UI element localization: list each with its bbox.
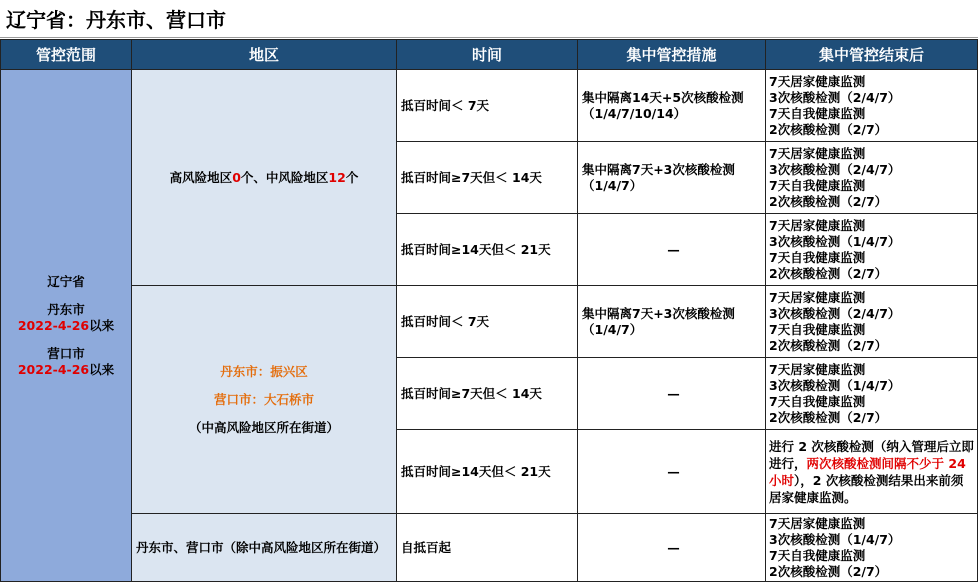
time-cell: 抵百时间≥14天但＜ 21天	[397, 430, 578, 514]
after-cell: 7天居家健康监测 3次核酸检测（1/4/7） 7天自我健康监测 2次核酸检测（2/7）	[766, 514, 978, 582]
measure-cell: —	[578, 430, 766, 514]
time-cell: 抵百时间≥14天但＜ 21天	[397, 214, 578, 286]
area-other-streets: 丹东市、营口市（除中高风险地区所在街道）	[132, 514, 397, 582]
area-dandong-district: 丹东市：振兴区	[220, 363, 308, 379]
measure-cell: 集中隔离7天+3次核酸检测 （1/4/7）	[578, 142, 766, 214]
table-header-row	[1, 40, 978, 70]
after-cell: 7天居家健康监测 3次核酸检测（2/4/7） 7天自我健康监测 2次核酸检测（2/7）	[766, 286, 978, 358]
scope-province: 辽宁省	[47, 273, 85, 289]
header-area: 地区	[132, 40, 397, 70]
header-measures: 集中管控措施	[578, 40, 766, 70]
scope-cell	[1, 70, 132, 582]
header-after: 集中管控结束后	[766, 40, 978, 70]
after-cell: 7天居家健康监测 3次核酸检测（2/4/7） 7天自我健康监测 2次核酸检测（2/7）	[766, 70, 978, 142]
after-cell: 7天居家健康监测 3次核酸检测（1/4/7） 7天自我健康监测 2次核酸检测（2/7）	[766, 214, 978, 286]
area-note: （中高风险地区所在街道）	[188, 419, 339, 435]
scope-date-dandong: 2022-4-26以来	[17, 317, 115, 333]
time-cell: 抵百时间≥7天但＜ 14天	[397, 142, 578, 214]
measure-cell: —	[578, 514, 766, 582]
table-row	[1, 70, 978, 142]
area-yingkou-district: 营口市：大石桥市	[213, 391, 314, 407]
control-table	[0, 39, 978, 582]
header-time: 时间	[397, 40, 578, 70]
table-row	[1, 514, 978, 582]
page-title: 辽宁省：丹东市、营口市	[0, 0, 978, 38]
scope-city-yingkou: 营口市	[47, 345, 85, 361]
time-cell: 自抵百起	[397, 514, 578, 582]
scope-date-yingkou: 2022-4-26以来	[17, 361, 115, 377]
measure-cell: —	[578, 214, 766, 286]
time-cell: 抵百时间≥7天但＜ 14天	[397, 358, 578, 430]
measure-cell: 集中隔离14天+5次核酸检测 （1/4/7/10/14）	[578, 70, 766, 142]
measure-cell: 集中隔离7天+3次核酸检测 （1/4/7）	[578, 286, 766, 358]
header-scope: 管控范围	[1, 40, 132, 70]
measure-cell: —	[578, 358, 766, 430]
table-row	[1, 286, 978, 358]
time-cell: 抵百时间＜ 7天	[397, 286, 578, 358]
after-cell-note: 进行 2 次核酸检测（纳入管理后立即进行，两次核酸检测间隔不少于 24 小时），2 次核酸检测结果出来前须居家健康监测。	[766, 430, 978, 514]
area-risk-count: 高风险地区0个、中风险地区12个	[132, 70, 397, 286]
area-streets	[132, 286, 397, 514]
after-cell: 7天居家健康监测 3次核酸检测（2/4/7） 7天自我健康监测 2次核酸检测（2/7）	[766, 142, 978, 214]
scope-city-dandong: 丹东市	[47, 301, 85, 317]
time-cell: 抵百时间＜ 7天	[397, 70, 578, 142]
after-cell: 7天居家健康监测 3次核酸检测（1/4/7） 7天自我健康监测 2次核酸检测（2/7）	[766, 358, 978, 430]
